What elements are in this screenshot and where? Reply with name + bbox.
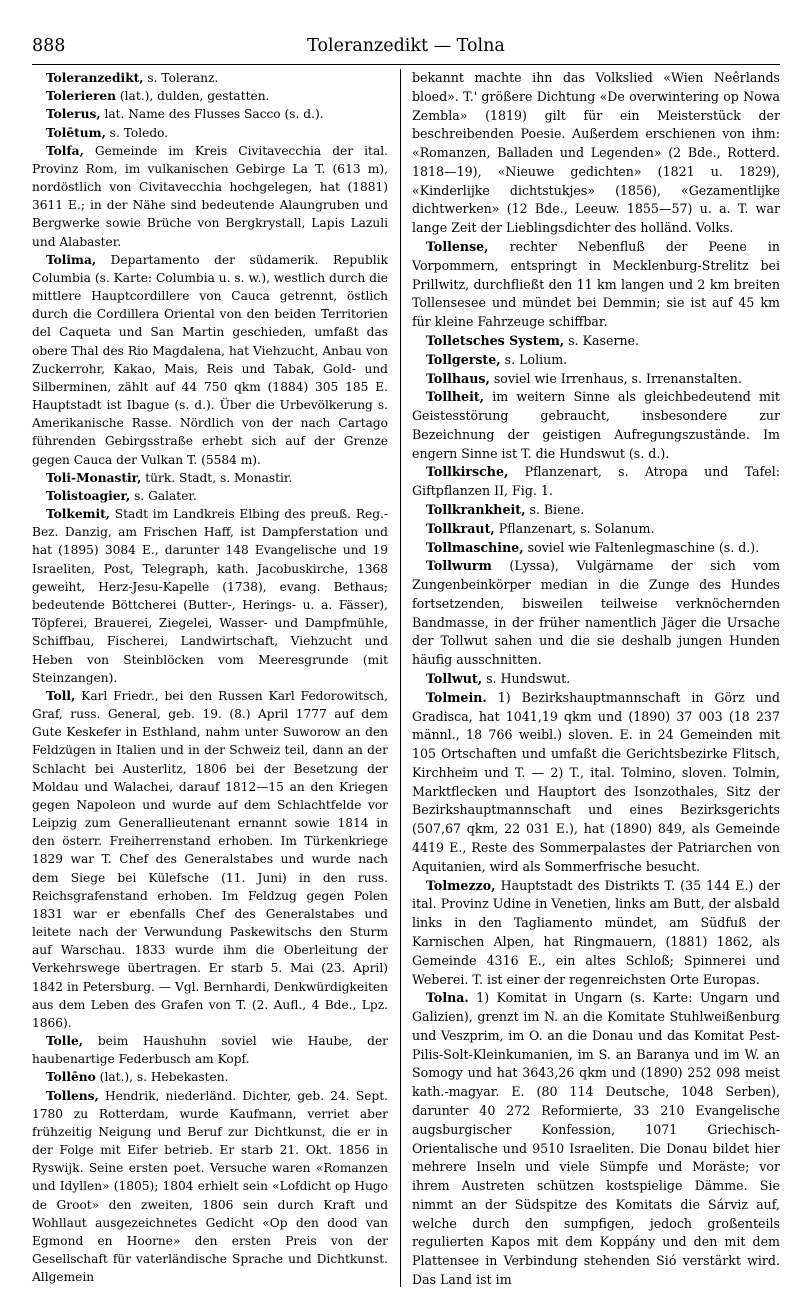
right-column xyxy=(412,69,780,1290)
dictionary-entry xyxy=(412,877,780,990)
dictionary-entry xyxy=(412,557,780,670)
entry-headword: Toleranzedikt, xyxy=(46,71,144,85)
entry-text: (lat.), s. Hebekasten. xyxy=(95,1070,229,1085)
entry-text: türk. Stadt, s. Monastir. xyxy=(141,470,293,485)
entry-headword: Tollense, xyxy=(426,239,489,255)
entry-text: Departamento der südamerik. Republik Columbia (s. Karte: Columbia u. s. w.), westlich durch die mittlere Hauptcordillere von Cauca getrennt, östlich durch die Cordillera Oriental von den beiden Territorien del Caqueta und San Martin geschieden, umfaßt das obere Thal des Rio Magdalena, hat Viehzucht, Anbau von Zuckerrohr, Kakao, Mais, Reis und Tabak, Gold- und Silberminen, zählt auf 44 750 qkm (1884) 305 185 E. Hauptstadt ist Ibague (s. d.). Über die Urbevölkerung s. Amerikanische Rasse. Nördlich von der nach Cartago führenden Gebirgsstraße erhebt sich auf der Grenze gegen Cauca der Vulkan T. (5584 m). xyxy=(32,252,388,467)
dictionary-entry xyxy=(32,469,388,487)
entry-text: s. Lolium. xyxy=(500,351,568,367)
entry-headword: Tolētum, xyxy=(46,125,106,140)
dictionary-entry xyxy=(32,487,388,505)
dictionary-entry xyxy=(412,463,780,501)
entry-headword: Tollmaschine, xyxy=(426,539,524,555)
entry-text: soviel wie Irrenhaus, s. Irrenanstalten. xyxy=(489,370,742,386)
dictionary-entry xyxy=(32,251,388,469)
dictionary-entry xyxy=(412,69,780,238)
column-divider xyxy=(400,69,401,1287)
entry-headword: Tollkirsche, xyxy=(426,464,509,480)
entry-text: im weitern Sinne als gleichbedeutend mit Geistesstörung gebraucht, insbesondere zur Bezeichnung der geistigen Aufregungszustände. Im engern Sinne ist T. die Hundswut (s. d.). xyxy=(412,389,780,461)
entry-headword: Tollwut, xyxy=(426,671,483,686)
entry-text: s. Galater. xyxy=(130,488,197,503)
dictionary-entry xyxy=(412,351,780,370)
entry-text: Gemeinde im Kreis Civitavecchia der ital. Provinz Rom, im vulkanischen Gebirge La T. (613 m), nordöstlich von Civitavecchia hochgelegen, hat (1881) 3611 E.; in der Nähe sind bedeutende Alaungruben und Bergwerke sowie Brüche von Bergkrystall, Lapis Lazuli und Alabaster. xyxy=(32,143,388,249)
entry-text: beim Haushuhn soviel wie Haube, der haubenartige Federbusch am Kopf. xyxy=(32,1034,388,1067)
entry-headword: Tollkraut, xyxy=(426,520,495,536)
running-title: Toleranzedikt — Tolna xyxy=(307,36,505,56)
dictionary-entry xyxy=(32,1068,388,1086)
dictionary-entry xyxy=(412,332,780,351)
entry-text: 1) Komitat in Ungarn (s. Karte: Ungarn und Galizien), grenzt im N. an die Komitate Stuhlweißenburg und Veszprim, im O. an die Donau und das Komitat Pest-Pilis-Solt-Kleinkumanien, im S. an Baranya und im W. an Somogy und hat 3643,26 qkm und (1890) 252 098 meist kath.-magyar. E. (80 114 Deutsche, 1048 Serben), darunter 40 272 Reformierte, 33 210 Evangelische augsburgischer Konfession, 1071 Griechisch-Orientalische und 9510 Israeliten. Die Donau bildet hier mehrere Inseln und viele Sümpfe und Moräste; vor ihrem Austreten schützen kostspielige Dämme. Sie nimmt an der Südspitze des Komitats die Sárviz auf, welche durch den sumpfigen, jedoch großenteils regulierten Kapos mit dem Koppány und den mit dem Plattensee in Verbindung stehenden Sió verstärkt wird. Das Land ist im xyxy=(412,990,780,1287)
entry-text: s. Toledo. xyxy=(105,125,169,140)
entry-text: Hauptstadt des Distrikts T. (35 144 E.) der ital. Provinz Udine in Venetien, links am Butt, der alsbald links in den Tagliamento mündet, am Südfuß der Karnischen Alpen, hat Ringmauern, (1881) 1862, als Gemeinde 4316 E., ein altes Schloß; Spinnerei und Weberei. T. ist einer der regenreichsten Orte Europas. xyxy=(412,877,780,987)
entry-text: s. Toleranz. xyxy=(143,71,219,85)
dictionary-entry xyxy=(32,687,388,1032)
entry-text: s. Hundswut. xyxy=(482,671,571,686)
entry-headword: Tollkrankheit, xyxy=(426,501,526,517)
dictionary-entry xyxy=(412,989,780,1290)
entry-text: Pflanzenart, s. Solanum. xyxy=(494,520,655,536)
dictionary-entry xyxy=(32,142,388,251)
dictionary-entry xyxy=(32,69,388,87)
dictionary-entry xyxy=(32,105,388,123)
entry-headword: Toll, xyxy=(46,688,76,703)
dictionary-entry xyxy=(412,520,780,539)
entry-text: Hendrik, niederländ. Dichter, geb. 24. Sept. 1780 zu Rotterdam, wurde Kaufmann, verriet aber frühzeitig Neigung und Beruf zur Dichtkunst, die er in der Folge mit Eifer betrieb. Er starb 21. Okt. 1856 in Ryswijk. Seine ersten poet. Versuche waren «Romanzen und Idyllen» (1805); 1804 erhielt sein «Lofdicht op Hugo de Groot» den zweiten, 1806 sein durch Kraft und Wohllaut ausgezeichnetes Gedicht «Op den dood van Egmond en Hoorne» den ersten Preis von der Gesellschaft für vaterländische Sprache und Dichtkunst. Allgemein xyxy=(32,1088,388,1285)
dictionary-entry xyxy=(412,670,780,689)
entry-text: rechter Nebenfluß der Peene in Vorpommern, entspringt in Mecklenburg-Strelitz bei Prillwitz, durchfließt den 11 km langen und 2 km breiten Tollensesee und mündet bei Demmin; sie ist auf 45 km für kleine Fahrzeuge schiffbar. xyxy=(412,239,780,330)
entry-text: s. Kaserne. xyxy=(564,332,640,348)
dictionary-entry xyxy=(412,689,780,877)
entry-text: Pflanzenart, s. Atropa und Tafel: Giftpflanzen II, Fig. 1. xyxy=(412,464,780,499)
dictionary-entry xyxy=(412,238,780,332)
dictionary-entry xyxy=(32,1087,388,1287)
entry-headword: Tolmein. xyxy=(426,689,487,705)
dictionary-entry xyxy=(32,87,388,105)
dictionary-entry xyxy=(32,124,388,142)
entry-headword: Toli-Monastir, xyxy=(46,470,142,485)
entry-text: bekannt machte ihn das Volkslied «Wien Neêrlands bloed». T.' größere Dichtung «De overwintering op Nowa Zembla» (1819) gilt für ein Meisterstück der beschreibenden Poesie. Außerdem erschienen von ihm: «Romanzen, Balladen und Legenden» (2 Bde., Rotterd. 1818—19), «Nieuwe gedichten» (1821 u. 1829), «Kinderlijke dichtstukjes» (1856), «Gezamentlijke dichtwerken» (12 Bde., Leeuw. 1855—57) u. a. T. war lange Zeit der Lieblingsdichter des holländ. Volks. xyxy=(412,70,780,236)
entry-headword: Tolima, xyxy=(46,252,97,267)
entry-headword: Tolfa, xyxy=(46,143,84,158)
entry-text: 1) Bezirkshauptmannschaft in Görz und Gradisca, hat 1041,19 qkm und (1890) 37 003 (18 237 männl., 18 766 weibl.) sloven. E. in 24 Gemeinden mit 105 Ortschaften und umfaßt die Gerichtsbezirke Flitsch, Kirchheim und T. — 2) T., ital. Tolmino, sloven. Tolmin, Marktflecken und Hauptort des Isonzothales, Sitz der Bezirkshauptmannschaft und eines Bezirksgerichts (507,67 qkm, 22 031 E.), hat (1890) 849, als Gemeinde 4419 E., Reste des Sommerpalastes der Patriarchen von Aquitanien, wird als Sommerfrische besucht. xyxy=(412,689,780,874)
entry-headword: Tollēno xyxy=(46,1070,96,1085)
entry-headword: Tolerus, xyxy=(46,107,101,122)
dictionary-entry xyxy=(32,505,388,687)
entry-headword: Tolkemit, xyxy=(46,507,111,522)
page-number: 888 xyxy=(32,36,66,56)
entry-text: (Lyssa), Vulgärname der sich vom Zungenbeinkörper median in die Zunge des Hundes fortsetzenden, bisweilen teilweise verknöchernden Bandmasse, in der früher namentlich Jäger die Ursache der Tollwut sahen und die sie deshalb jungen Hunden häufig ausschnitten. xyxy=(412,558,780,668)
entry-text: lat. Name des Flusses Sacco (s. d.). xyxy=(100,107,324,122)
entry-headword: Tollhaus, xyxy=(426,370,490,386)
entry-text: (lat.), dulden, gestatten. xyxy=(116,89,270,104)
entry-text: soviel wie Faltenlegmaschine (s. d.). xyxy=(523,539,760,555)
dictionary-entry xyxy=(412,539,780,558)
entry-headword: Tollens, xyxy=(46,1088,99,1103)
entry-headword: Tollwurm xyxy=(426,558,492,574)
dictionary-entry xyxy=(412,388,780,463)
entry-headword: Tolistoagier, xyxy=(46,488,131,503)
dictionary-entry xyxy=(412,370,780,389)
entry-text: Karl Friedr., bei den Russen Karl Fedorowitsch, Graf, russ. General, geb. 19. (8.) April 1777 auf dem Gute Keskefer in Esthland, nahm unter Suworow an den Feldzügen in Italien und in der Schweiz teil, dann an der Schlacht bei Austerlitz, 1806 bei der Besetzung der Moldau und Walachei, darauf 1812—15 an den Kriegen gegen Napoleon und wurde auf dem Schlachtfelde vor Leipzig zum Generallieutenant ernannt sowie 1814 in den österr. Freiherrenstand erhoben. Im Türkenkriege 1829 war T. Chef des Generalstabes und wurde nach dem Siege bei Külefsche (11. Juni) in den russ. Reichsgrafenstand erhoben. Im Feldzug gegen Polen 1831 war er ebenfalls Chef des Generalstabes und leitete nach der Verwundung Paskewitschs den Sturm auf Warschau. 1833 wurde ihm die Oberleitung der Verkehrswege übertragen. Er starb 5. Mai (23. April) 1842 in Petersburg. — Vgl. Bernhardi, Denkwürdigkeiten aus dem Leben des Grafen von T. (2. Aufl., 4 Bde., Lpz. 1866). xyxy=(32,688,388,1030)
entry-headword: Tolletsches System, xyxy=(426,332,565,348)
dictionary-entry xyxy=(412,501,780,520)
header-rule xyxy=(32,64,780,65)
entry-headword: Tolle, xyxy=(46,1034,84,1049)
left-column xyxy=(32,69,388,1287)
entry-text: Stadt im Landkreis Elbing des preuß. Reg.-Bez. Danzig, am Frischen Haff, ist Dampferstation und hat (1895) 3084 E., darunter 148 Evangelische und 19 Israeliten, Post, Telegraph, kath. Jacobuskirche, 1368 geweiht, Herz-Jesu-Kapelle (1738), evang. Bethaus; bedeutende Böttcherei (Butter-, Herings- u. a. Fässer), Töpferei, Brauerei, Ziegelei, Wasser- und Dampfmühle, Schiffbau, Fischerei, Landwirtschaft, Viehzucht und Heben von Steinblöcken vom Meeresgrunde (mit Steinzangen). xyxy=(32,507,388,685)
entry-headword: Tolmezzo, xyxy=(426,877,496,893)
entry-headword: Tollheit, xyxy=(426,389,485,405)
entry-headword: Tolerieren xyxy=(46,89,117,104)
entry-headword: Tollgerste, xyxy=(426,351,501,367)
page-header xyxy=(32,36,780,62)
dictionary-entry xyxy=(32,1032,388,1068)
entry-headword: Tolna. xyxy=(426,990,469,1006)
entry-text: s. Biene. xyxy=(525,501,585,517)
